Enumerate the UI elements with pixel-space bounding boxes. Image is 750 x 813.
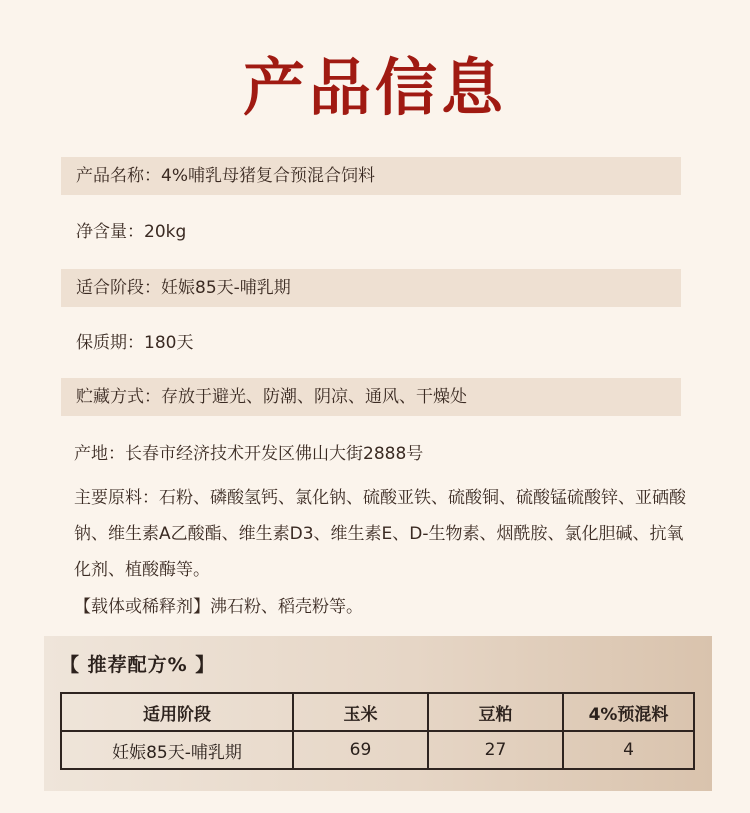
net-weight-row: 净含量：20kg <box>76 222 187 242</box>
storage-row: 贮藏方式：存放于避光、防潮、阴凉、通风、干燥处 <box>61 378 681 416</box>
product-name-row: 产品名称：4%哺乳母猪复合预混合饲料 <box>61 157 681 195</box>
recipe-header-row <box>61 693 694 731</box>
header-stage: 适用阶段 <box>61 693 293 731</box>
cell-soybean-meal: 27 <box>428 731 563 769</box>
recipe-title: 【 推荐配方% 】 <box>60 654 216 676</box>
carrier-text: 【载体或稀释剂】沸石粉、稻壳粉等。 <box>74 597 363 617</box>
cell-stage: 妊娠85天-哺乳期 <box>61 731 293 769</box>
page-title: 产品信息 <box>242 51 507 124</box>
ingredients-text: 主要原料：石粉、磷酸氢钙、氯化钠、硫酸亚铁、硫酸铜、硫酸锰硫酸锌、亚硒酸钠、维生素A乙酸酯、维生素D3、维生素E、D-生物素、烟酰胺、氯化胆碱、抗氧化剂、植酸酶等。 <box>74 488 686 580</box>
cell-premix: 4 <box>563 731 694 769</box>
recipe-table <box>60 692 695 770</box>
recipe-panel <box>44 636 712 791</box>
header-soybean-meal: 豆粕 <box>428 693 563 731</box>
stage-row: 适合阶段：妊娠85天-哺乳期 <box>61 269 681 307</box>
header-corn: 玉米 <box>293 693 428 731</box>
cell-corn: 69 <box>293 731 428 769</box>
shelf-life-row: 保质期：180天 <box>76 333 194 353</box>
origin-text: 产地：长春市经济技术开发区佛山大街2888号 <box>74 444 424 464</box>
header-premix: 4%预混料 <box>563 693 694 731</box>
table-row <box>61 731 694 769</box>
